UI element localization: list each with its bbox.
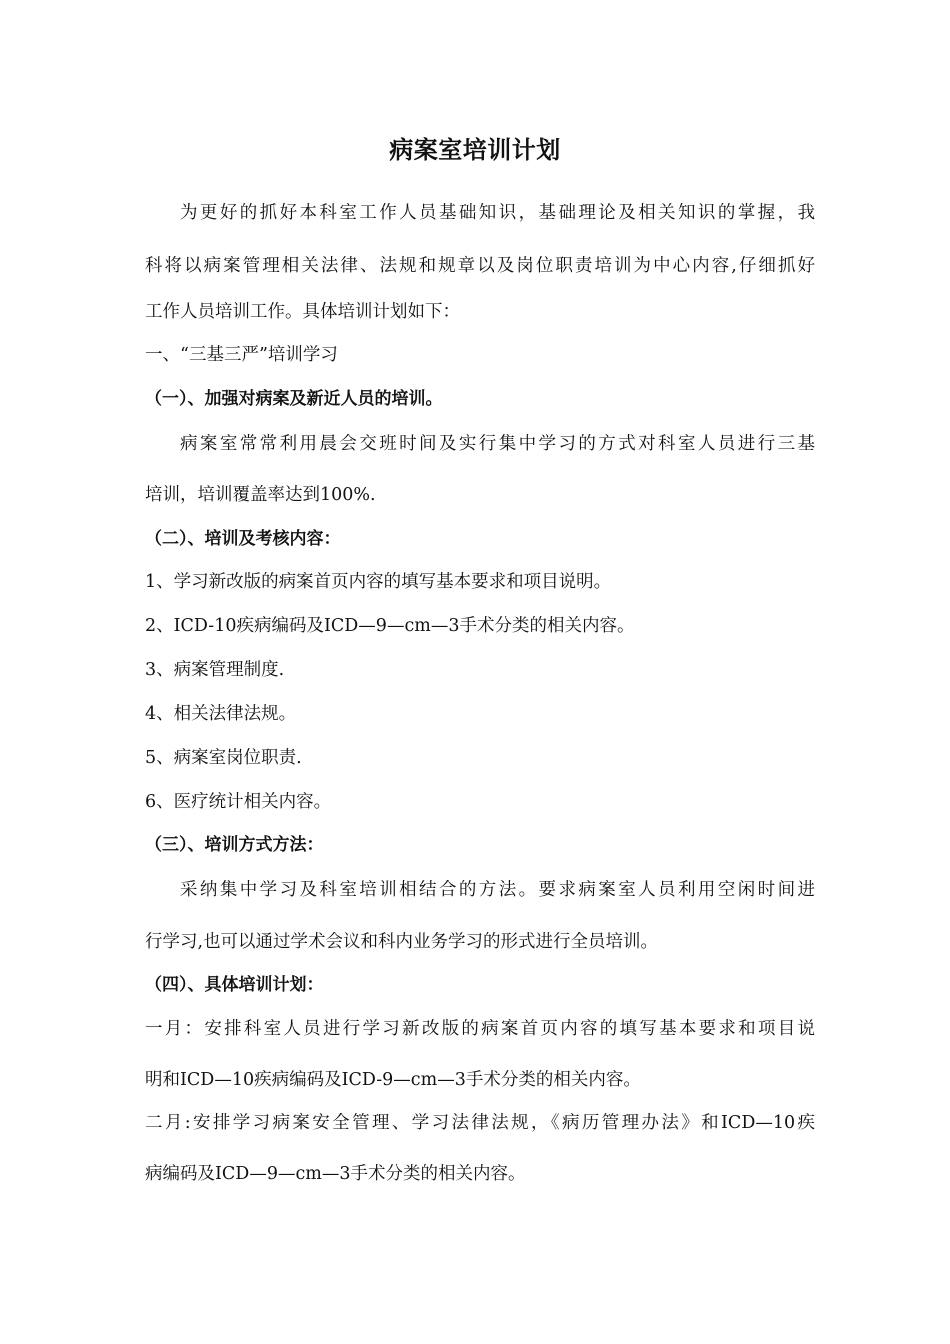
paragraph-line: 培训，培训覆盖率达到100%. <box>145 485 376 505</box>
list-item: 1、学习新改版的病案首页内容的填写基本要求和项目说明。 <box>145 572 612 592</box>
paragraph-line: 采纳集中学习及科室培训相结合的方法。要求病案室人员利用空闲时间进 <box>180 880 815 900</box>
list-item: 3、病案管理制度. <box>145 660 285 680</box>
subsection-heading: （二）、培训及考核内容： <box>145 529 341 549</box>
list-item: 5、病案室岗位职责. <box>145 748 302 768</box>
subsection-heading: （四）、具体培训计划： <box>145 975 324 995</box>
intro-line: 工作人员培训工作。具体培训计划如下： <box>145 302 460 322</box>
paragraph-line: 一月：安排科室人员进行学习新改版的病案首页内容的填写基本要求和项目说 <box>145 1019 815 1039</box>
paragraph-line: 行学习,也可以通过学术会议和科内业务学习的形式进行全员培训。 <box>145 932 659 952</box>
intro-line: 为更好的抓好本科室工作人员基础知识，基础理论及相关知识的掌握，我 <box>180 203 815 223</box>
subsection-heading: （一）、加强对病案及新近人员的培训。 <box>145 389 443 409</box>
paragraph-line: 病编码及ICD—9—cm—3手术分类的相关内容。 <box>145 1164 526 1184</box>
subsection-heading: （三）、培训方式方法： <box>145 835 324 855</box>
paragraph-line: 病案室常常利用晨会交班时间及实行集中学习的方式对科室人员进行三基 <box>180 434 815 454</box>
list-item: 4、相关法律法规。 <box>145 704 297 724</box>
paragraph-line: 二月:安排学习病案安全管理、学习法律法规，《病历管理办法》和ICD—10疾 <box>145 1113 815 1133</box>
list-item: 2、ICD-10疾病编码及ICD—9—cm—3手术分类的相关内容。 <box>145 616 635 636</box>
document-title: 病案室培训计划 <box>389 136 561 164</box>
list-item: 6、医疗统计相关内容。 <box>145 792 332 812</box>
paragraph-line: 明和ICD—10疾病编码及ICD-9—cm—3手术分类的相关内容。 <box>145 1070 641 1090</box>
intro-line: 科将以病案管理相关法律、法规和规章以及岗位职责培训为中心内容,仔细抓好 <box>145 256 815 276</box>
section-heading: 一、“三基三严”培训学习 <box>145 345 338 365</box>
